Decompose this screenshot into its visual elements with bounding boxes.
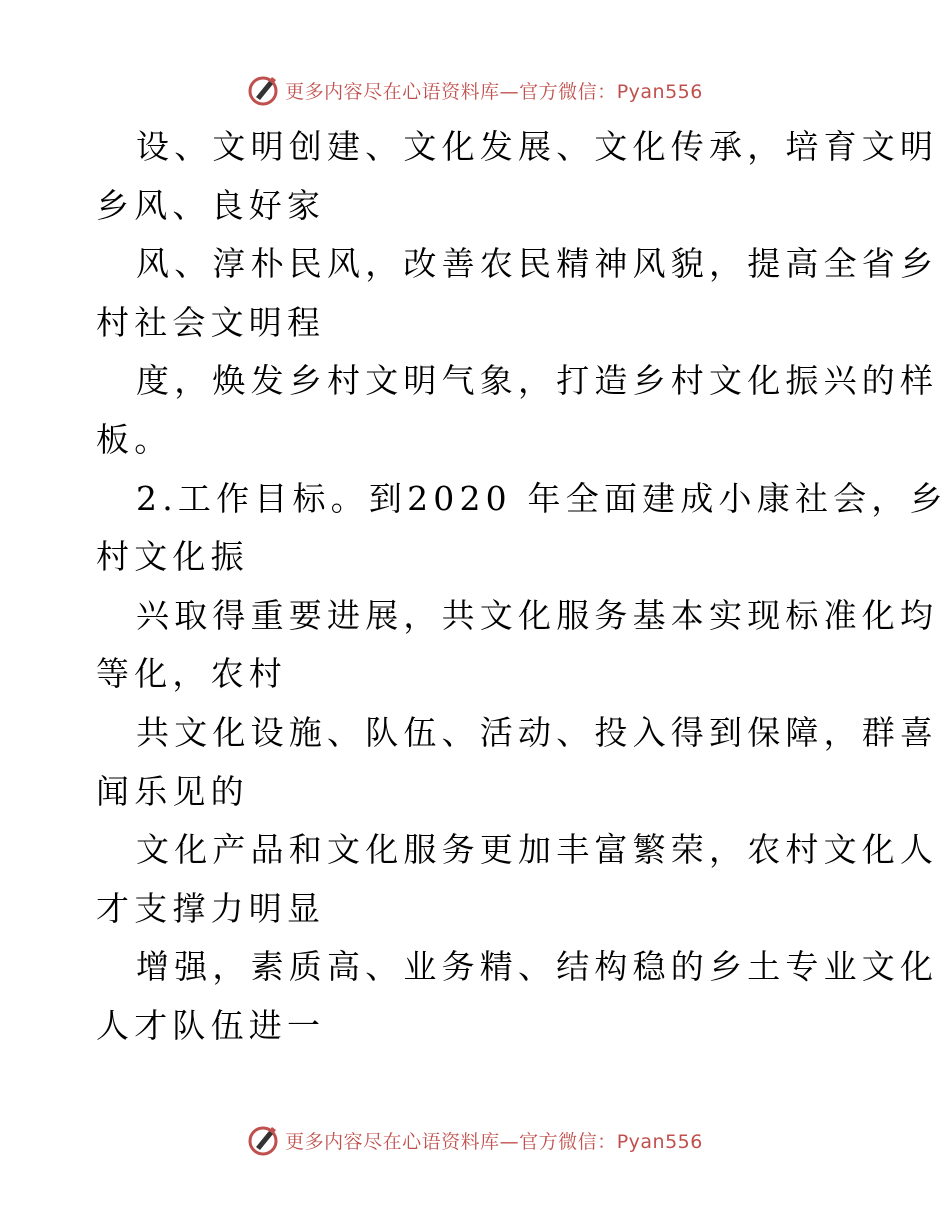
body-line: 增强，素质高、业务精、结构稳的乡土专业文化 [136, 947, 939, 987]
footer-text [285, 1127, 703, 1154]
header-wechat-id: Pyan556 [616, 80, 703, 103]
body-line: 共文化设施、队伍、活动、投入得到保障，群喜 [136, 712, 939, 752]
body-line: 才支撑力明显 [96, 888, 326, 928]
body-line: 乡风、良好家 [96, 185, 326, 225]
body-line: 村文化振 [96, 537, 249, 577]
body-line: 兴取得重要进展，共文化服务基本实现标准化均 [136, 595, 939, 635]
document-body [96, 118, 948, 1056]
body-line: 文化产品和文化服务更加丰富繁荣，农村文化人 [136, 830, 939, 870]
body-line: 闻乐见的 [96, 771, 249, 811]
footer-wechat-id: Pyan556 [616, 1130, 703, 1153]
body-line: 设、文明创建、文化发展、文化传承，培育文明 [136, 127, 939, 166]
header-site-name: 更多内容尽在心语资料库 [285, 80, 500, 103]
pen-circle-logo-icon [247, 73, 281, 107]
footer-site-name: 更多内容尽在心语资料库 [285, 1130, 500, 1153]
body-line: 等化，农村 [96, 654, 287, 694]
body-line: 人才队伍进一 [96, 1005, 326, 1045]
footer-separator: — [499, 1130, 520, 1153]
body-line: 度，焕发乡村文明气象，打造乡村文化振兴的样 [136, 361, 939, 401]
body-line: 风、淳朴民风，改善农民精神风貌，提高全省乡 [136, 244, 939, 284]
header-wechat-label: 官方微信： [519, 80, 617, 103]
footer-banner [0, 1120, 950, 1160]
pen-circle-logo-icon [247, 1123, 281, 1157]
header-banner [0, 70, 950, 110]
body-line: 板。 [96, 419, 173, 459]
header-text [285, 77, 703, 104]
header-separator: — [499, 80, 520, 103]
footer-wechat-label: 官方微信： [519, 1130, 617, 1153]
body-line: 2.工作目标。到2020 年全面建成小康社会，乡 [136, 478, 948, 518]
body-line: 村社会文明程 [96, 302, 326, 342]
